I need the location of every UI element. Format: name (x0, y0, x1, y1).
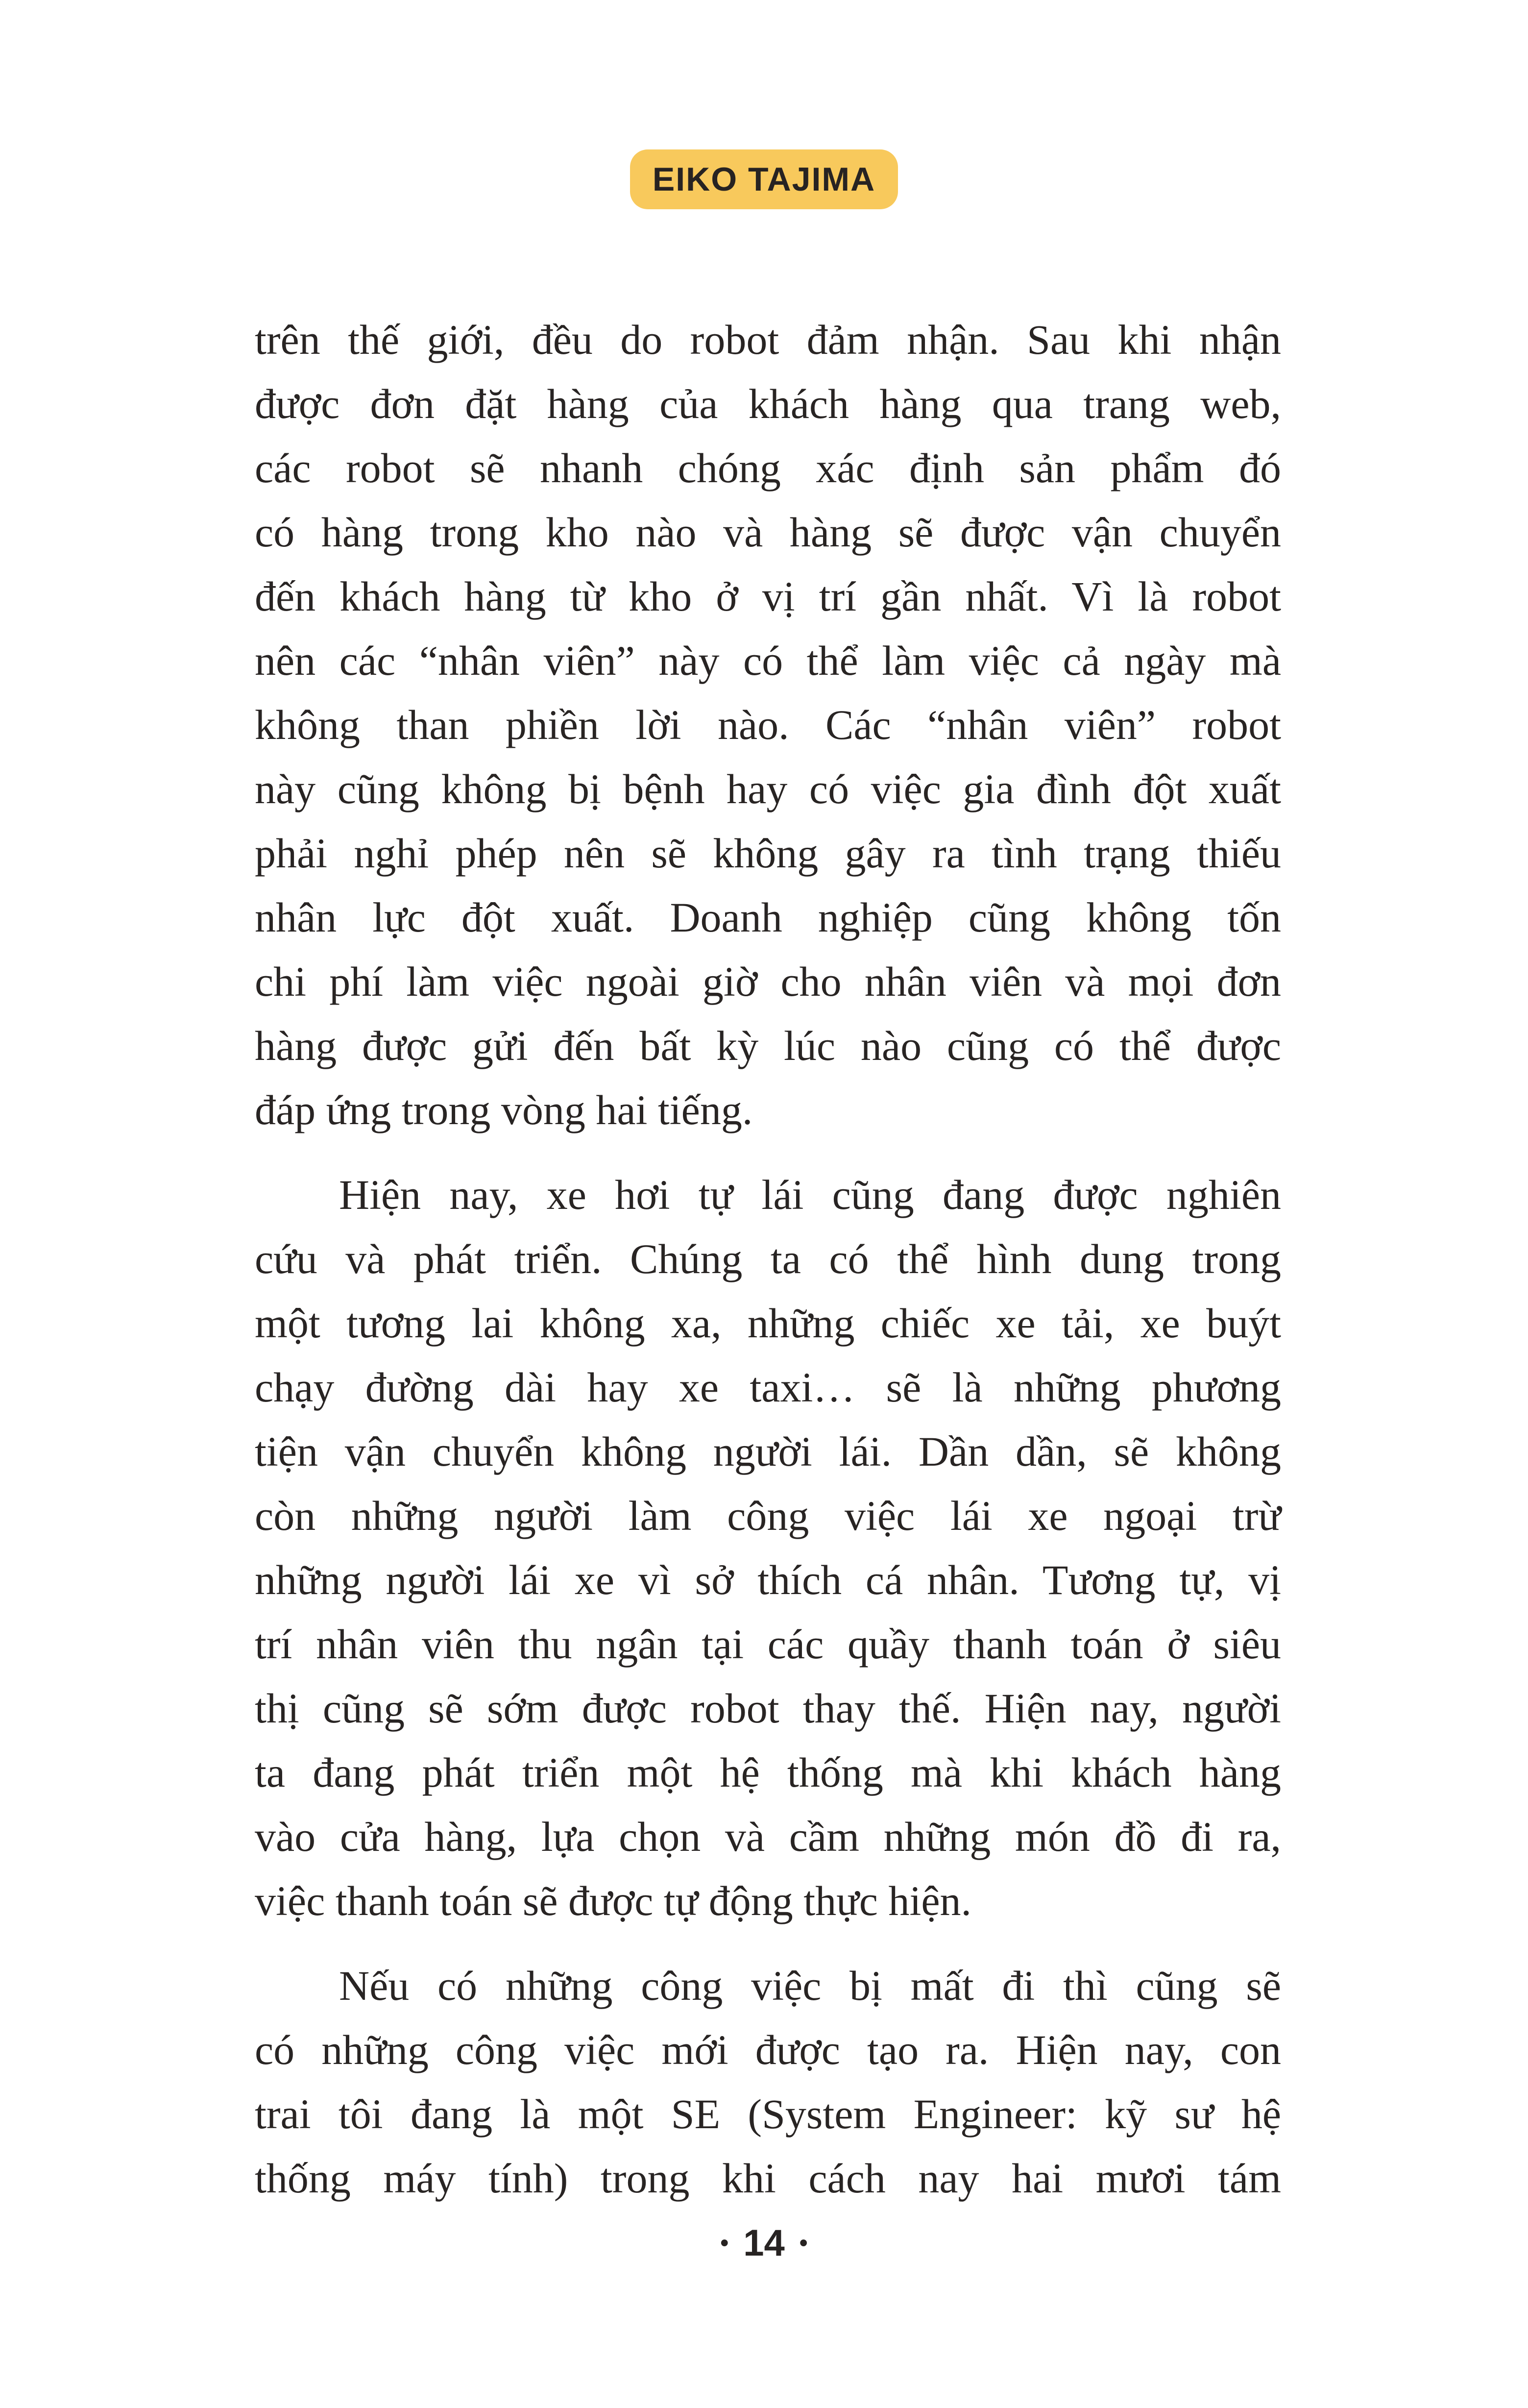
text-line: có hàng trong kho nào và hàng sẽ được vận chuyển (255, 509, 1281, 556)
text-line: đến khách hàng từ kho ở vị trí gần nhất. Vì là robot (255, 573, 1281, 620)
text-line: đáp ứng trong vòng hai tiếng. (255, 1086, 753, 1133)
paragraph (255, 1954, 1281, 2211)
paragraph (255, 308, 1281, 1142)
text-line: nên các “nhân viên” này có thể làm việc cả ngày mà (255, 637, 1281, 684)
text-line: trai tôi đang là một SE (System Engineer: kỹ sư hệ (255, 2090, 1281, 2138)
text-line: này cũng không bị bệnh hay có việc gia đình đột xuất (255, 765, 1281, 812)
text-line: tiện vận chuyển không người lái. Dần dần, sẽ không (255, 1428, 1281, 1475)
text-line: vào cửa hàng, lựa chọn và cầm những món đồ đi ra, (255, 1813, 1281, 1860)
text-line: Hiện nay, xe hơi tự lái cũng đang được nghiên (339, 1171, 1281, 1218)
text-line: chạy đường dài hay xe taxi… sẽ là những phương (255, 1364, 1281, 1411)
page-body (255, 308, 1281, 2211)
text-line: được đơn đặt hàng của khách hàng qua trang web, (255, 380, 1281, 427)
text-line: các robot sẽ nhanh chóng xác định sản phẩm đó (255, 444, 1281, 491)
text-line: việc thanh toán sẽ được tự động thực hiện. (255, 1877, 972, 1924)
author-badge (630, 149, 898, 209)
text-line: thống máy tính) trong khi cách nay hai mươi tám (255, 2155, 1281, 2202)
text-line: không than phiền lời nào. Các “nhân viên” robot (255, 701, 1281, 748)
text-line: trí nhân viên thu ngân tại các quầy thanh toán ở siêu (255, 1621, 1281, 1668)
footer-left-dot-icon: • (720, 2230, 729, 2256)
text-line: nhân lực đột xuất. Doanh nghiệp cũng không tốn (255, 894, 1281, 941)
page-number: 14 (743, 2222, 785, 2264)
text-line: chi phí làm việc ngoài giờ cho nhân viên và mọi đơn (255, 958, 1281, 1005)
text-line: những người lái xe vì sở thích cá nhân. Tương tự, vị (255, 1556, 1281, 1603)
text-line: Nếu có những công việc bị mất đi thì cũng sẽ (339, 1962, 1281, 2009)
text-line: phải nghỉ phép nên sẽ không gây ra tình trạng thiếu (255, 830, 1281, 877)
footer-right-dot-icon: • (799, 2230, 808, 2256)
text-line: thị cũng sẽ sớm được robot thay thế. Hiện nay, người (255, 1685, 1281, 1732)
page-header (0, 149, 1528, 209)
text-line: trên thế giới, đều do robot đảm nhận. Sau khi nhận (255, 316, 1281, 363)
text-line: một tương lai không xa, những chiếc xe tải, xe buýt (255, 1300, 1281, 1347)
text-line: có những công việc mới được tạo ra. Hiện nay, con (255, 2026, 1281, 2073)
paragraph (255, 1163, 1281, 1933)
author-badge-label: EIKO TAJIMA (652, 161, 876, 198)
text-line: ta đang phát triển một hệ thống mà khi khách hàng (255, 1749, 1281, 1796)
text-line: hàng được gửi đến bất kỳ lúc nào cũng có thể được (255, 1022, 1281, 1069)
text-line: còn những người làm công việc lái xe ngoại trừ (255, 1492, 1281, 1539)
text-line: cứu và phát triển. Chúng ta có thể hình dung trong (255, 1235, 1281, 1282)
page-footer (0, 2222, 1528, 2264)
